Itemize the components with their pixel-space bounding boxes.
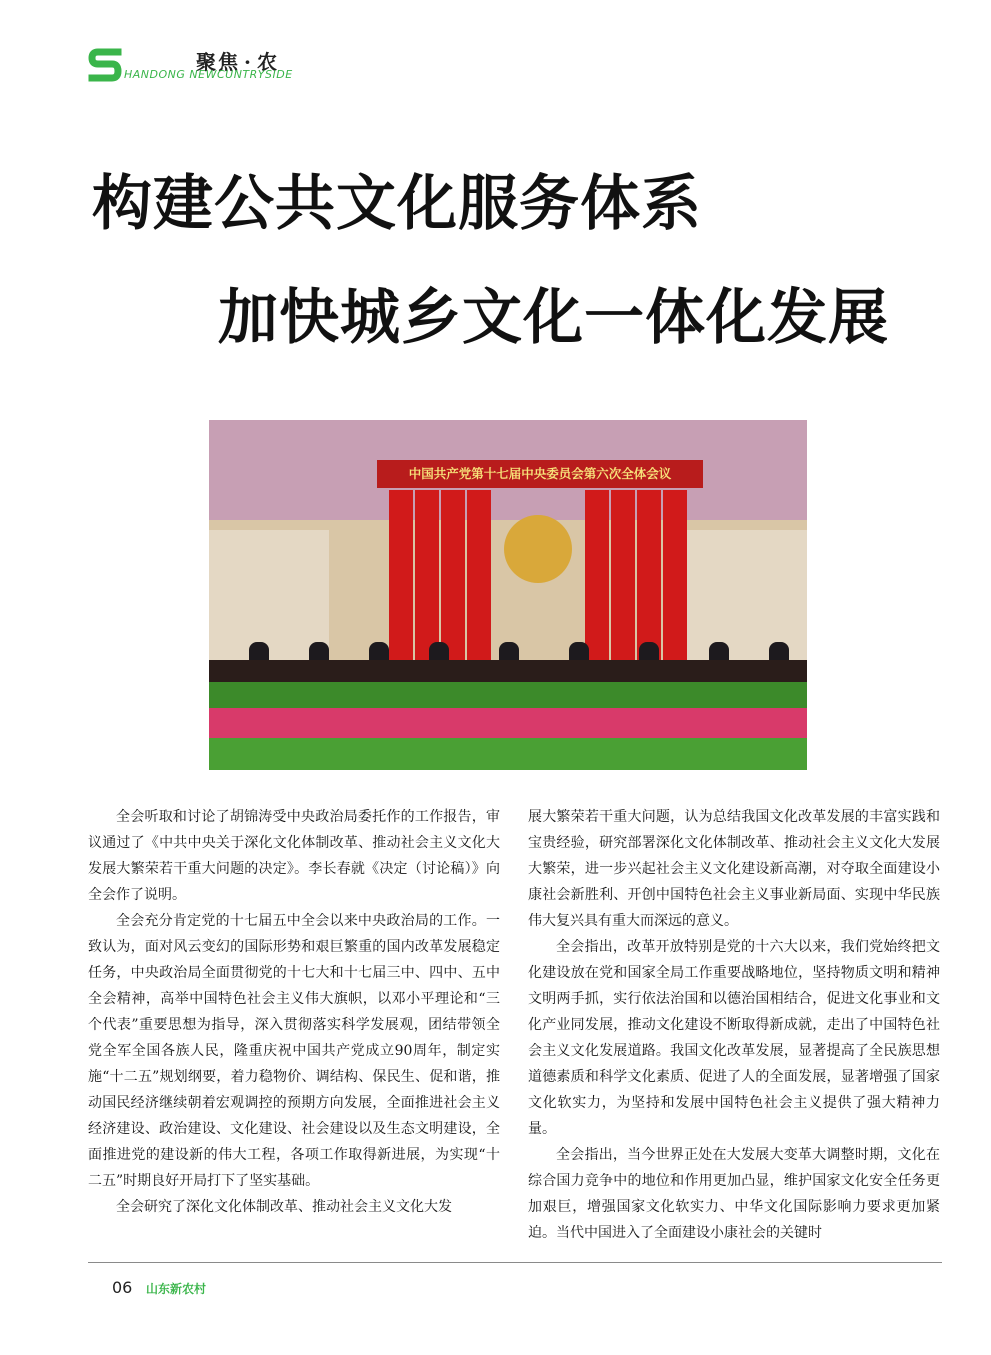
- footer-divider: [88, 1262, 942, 1263]
- magazine-logo-s-icon: [88, 46, 122, 84]
- plenary-session-photo: [209, 420, 807, 770]
- party-emblem-icon: [504, 515, 572, 583]
- page-header: [88, 42, 348, 92]
- article-paragraph-continued: 展大繁荣若干重大问题，认为总结我国文化改革发展的丰富实践和宝贵经验，研究部署深化文化体制改革、推动社会主义文化大发展大繁荣，进一步兴起社会主义文化建设新高潮，对夺取全面建设小康社会新胜利、开创中国特色社会主义事业新局面、实现中华民族伟大复兴具有重大而深远的意义。: [528, 809, 940, 929]
- footer-magazine-name: 山东新农村: [146, 1282, 207, 1296]
- photo-front-plants: [209, 738, 807, 770]
- page-number: 06: [112, 1278, 133, 1297]
- column-sub: 农: [256, 50, 279, 74]
- column-dot: ·: [244, 50, 253, 74]
- article-paragraph: 全会充分肯定党的十七届五中全会以来中央政治局的工作。一致认为，面对风云变幻的国际形势和艰巨繁重的国内改革发展稳定任务，中央政治局全面贯彻党的十七大和十七届三中、四中、五中全会精神，高举中国特色社会主义伟大旗帜，以邓小平理论和“三个代表”重要思想为指导，深入贯彻落实科学发展观，团结带领全党全军全国各族人民，隆重庆祝中国共产党成立90周年，制定实施“十二五”规划纲要，着力稳物价、调结构、保民生、促和谐，推动国民经济继续朝着宏观调控的预期方向发展，全面推进社会主义经济建设、政治建设、文化建设、社会建设以及生态文明建设，全面推进党的建设新的伟大工程，各项工作取得新进展，为实现“十二五”时期良好开局打下了坚实基础。: [88, 913, 500, 1189]
- magazine-english-name: HANDONG NEWCUNTRYSIDE: [124, 68, 293, 81]
- article-column-right: [528, 804, 940, 1246]
- headline-line-2: 加快城乡文化一体化发展: [218, 283, 889, 353]
- headline-line-1: 构建公共文化服务体系: [92, 169, 702, 239]
- article-column-left: [88, 804, 500, 1220]
- column-name: 聚焦: [196, 50, 240, 74]
- article-paragraph: 全会研究了深化文化体制改革、推动社会主义文化大发: [116, 1199, 452, 1215]
- article-paragraph: 全会指出，改革开放特别是党的十六大以来，我们党始终把文化建设放在党和国家全局工作重要战略地位，坚持物质文明和精神文明两手抓，实行依法治国和以德治国相结合，促进文化事业和文化产业同发展，推动文化建设不断取得新成就，走出了中国特色社会主义文化发展道路。我国文化改革发展，显著提高了全民族思想道德素质和科学文化素质、促进了人的全面发展，显著增强了国家文化软实力，为坚持和发展中国特色社会主义提供了强大精神力量。: [528, 939, 940, 1137]
- article-paragraph: 全会听取和讨论了胡锦涛受中央政治局委托作的工作报告，审议通过了《中共中央关于深化文化体制改革、推动社会主义文化大发展大繁荣若干重大问题的决定》。李长春就《决定（讨论稿）》向全会作了说明。: [88, 809, 500, 903]
- article-paragraph: 全会指出，当今世界正处在大发展大变革大调整时期，文化在综合国力竞争中的地位和作用更加凸显，维护国家文化安全任务更加艰巨，增强国家文化软实力、中华文化国际影响力要求更加紧迫。当代中国进入了全面建设小康社会的关键时: [528, 1147, 940, 1241]
- photo-banner: 中国共产党第十七届中央委员会第六次全体会议: [377, 460, 703, 488]
